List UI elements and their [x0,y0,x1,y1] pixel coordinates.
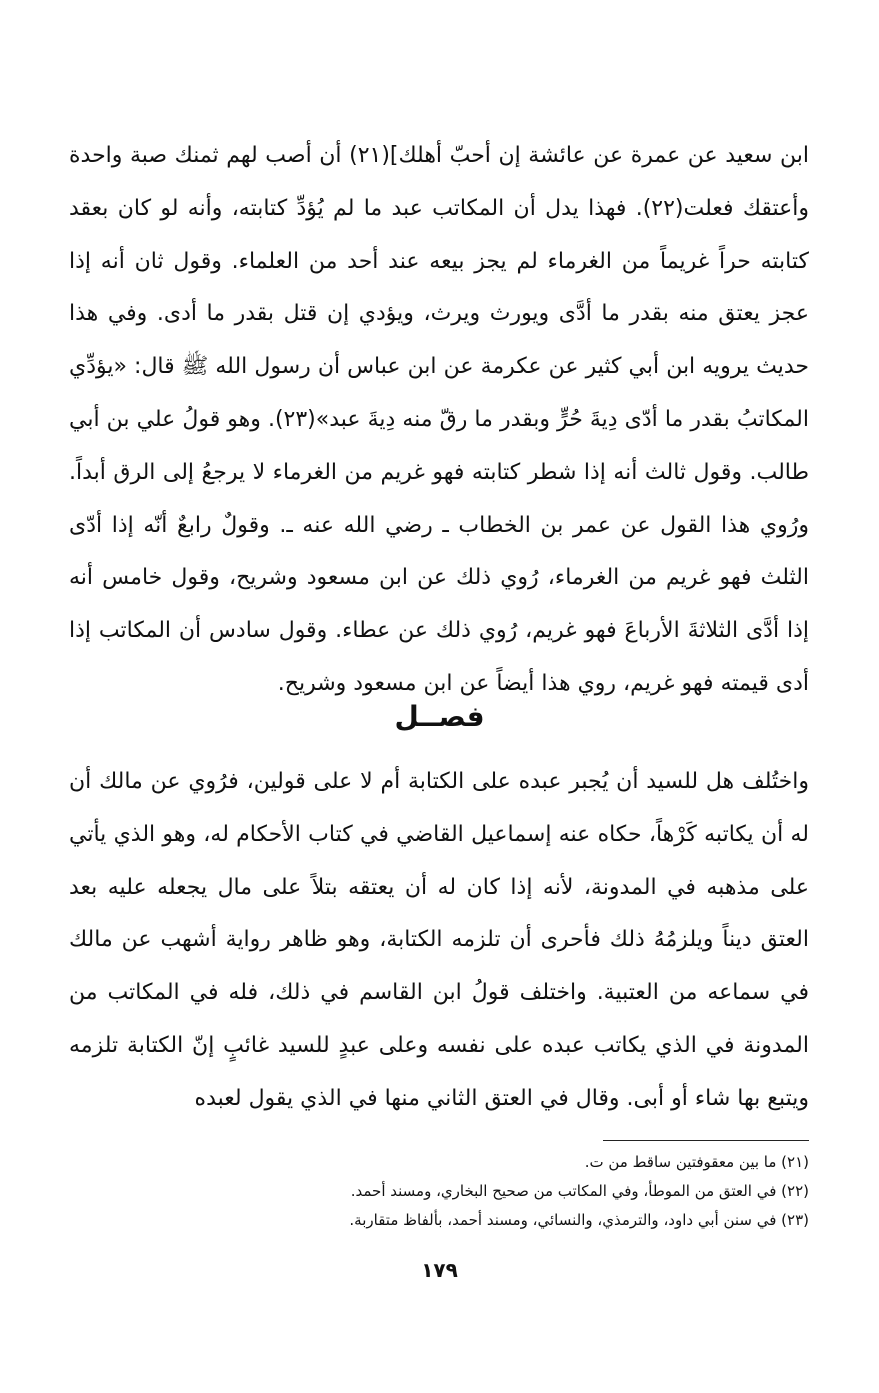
body-text-top [69,130,809,711]
page-number: ١٧٩ [421,1258,458,1282]
footnote-22: (٢٢) في العتق من الموطأ، وفي المكاتب من صحيح البخاري، ومسند أحمد. [350,1182,809,1200]
section-heading: فصــل [394,700,485,733]
body-text-bottom [69,756,809,1126]
footnote-23: (٢٣) في سنن أبي داود، والترمذي، والنسائي، ومسند أحمد، بألفاظ متقاربة. [349,1211,809,1229]
footnotes [69,1148,809,1235]
paragraph-1: ابن سعيد عن عمرة عن عائشة إن أحبّ أهلك](٢١) أن أصب لهم ثمنك صبة واحدة وأعتقك فعلت(٢٢). فهذا يدل أن المكاتب عبد ما لم يُؤدِّ كتابته، وأنه لو كان بعقد كتابته حراً غريماً من الغرماء لم يجز بيعه عند أحد من العلماء. وقول ثان أنه إذا عجز يعتق منه بقدر ما أدَّى ويورث ويرث، ويؤدي إن قتل بقدر ما أدى. وفي هذا حديث يرويه ابن أبي كثير عن عكرمة عن ابن عباس أن رسول الله ﷺ قال: «يؤدِّي المكاتبُ بقدر ما أدّى دِيةَ حُرٍّ وبقدر ما رقّ منه دِيةَ عبد»(٢٣). وهو قولُ علي بن أبي طالب. وقول ثالث أنه إذا شطر كتابته فهو غريم من الغرماء لا يرجعُ إلى الرق أبداً. ورُوي هذا القول عن عمر بن الخطاب ـ رضي الله عنه ـ. وقولٌ رابعٌ أنّه إذا أدّى الثلث فهو غريم من الغرماء، رُوي ذلك عن ابن مسعود وشريح، وقول خامس أنه إذا أدَّى الثلاثةَ الأرباعَ فهو غريم، رُوي ذلك عن عطاء. وقول سادس أن المكاتب إذا أدى قيمته فهو غريم، روي هذا أيضاً عن ابن مسعود وشريح. [69,143,809,696]
paragraph-2: واختُلف هل للسيد أن يُجبر عبده على الكتابة أم لا على قولين، فرُوي عن مالك أن له أن يكاتبه كَرْهاً، حكاه عنه إسماعيل القاضي في كتاب الأحكام له، وهو الذي يأتي على مذهبه في المدونة، لأنه إذا كان له أن يعتقه بتلاً على مال يجعله عليه بعد العتق ديناً ويلزمُهُ ذلك فأحرى أن تلزمه الكتابة، وهو ظاهر رواية أشهب عن مالك في سماعه من العتبية. واختلف قولُ ابن القاسم في ذلك، فله في المكاتب من المدونة في الذي يكاتب عبده على نفسه وعلى عبدٍ للسيد غائبٍ إنّ الكتابة تلزمه ويتبع بها شاء أو أبى. وقال في العتق الثاني منها في الذي يقول لعبده [69,769,809,1111]
footnote-21: (٢١) ما بين معقوفتين ساقط من ت. [584,1153,809,1171]
footnote-divider [603,1140,809,1141]
